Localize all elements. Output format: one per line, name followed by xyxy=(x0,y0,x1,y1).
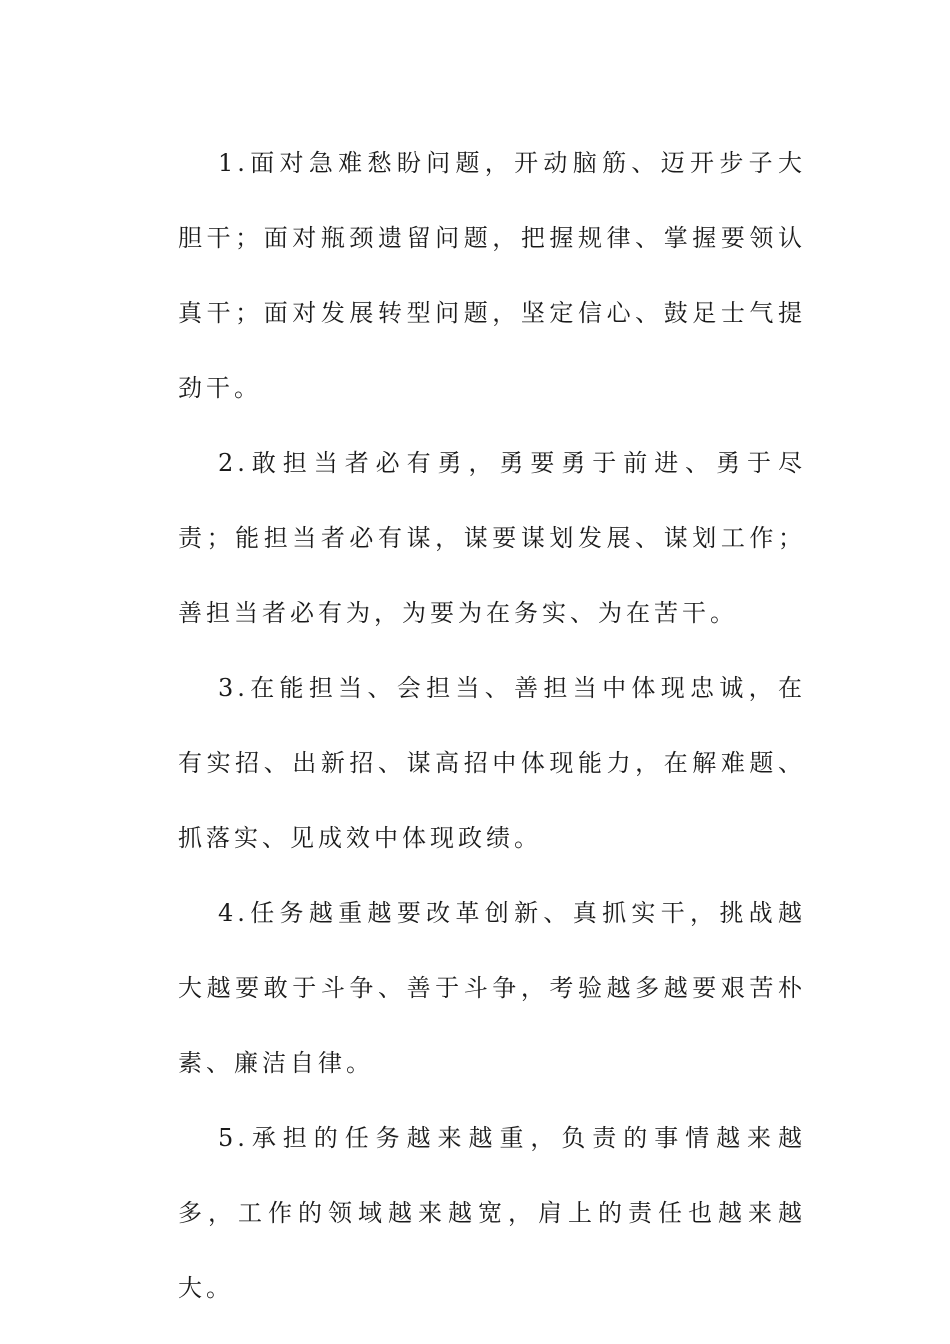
document-body xyxy=(178,126,806,1326)
paragraph-4: 4.任务越重越要改革创新、真抓实干，挑战越大越要敢于斗争、善于斗争，考验越多越要艰苦朴素、廉洁自律。 xyxy=(178,899,806,1077)
paragraph-2: 2.敢担当者必有勇，勇要勇于前进、勇于尽责；能担当者必有谋，谋要谋划发展、谋划工作；善担当者必有为，为要为在务实、为在苦干。 xyxy=(178,449,806,627)
paragraph-1: 1.面对急难愁盼问题，开动脑筋、迈开步子大胆干；面对瓶颈遗留问题，把握规律、掌握要领认真干；面对发展转型问题，坚定信心、鼓足士气提劲干。 xyxy=(178,149,806,402)
paragraph-3: 3.在能担当、会担当、善担当中体现忠诚，在有实招、出新招、谋高招中体现能力，在解难题、抓落实、见成效中体现政绩。 xyxy=(178,674,806,852)
paragraph-5: 5.承担的任务越来越重，负责的事情越来越多，工作的领域越来越宽，肩上的责任也越来越大。 xyxy=(178,1124,806,1302)
